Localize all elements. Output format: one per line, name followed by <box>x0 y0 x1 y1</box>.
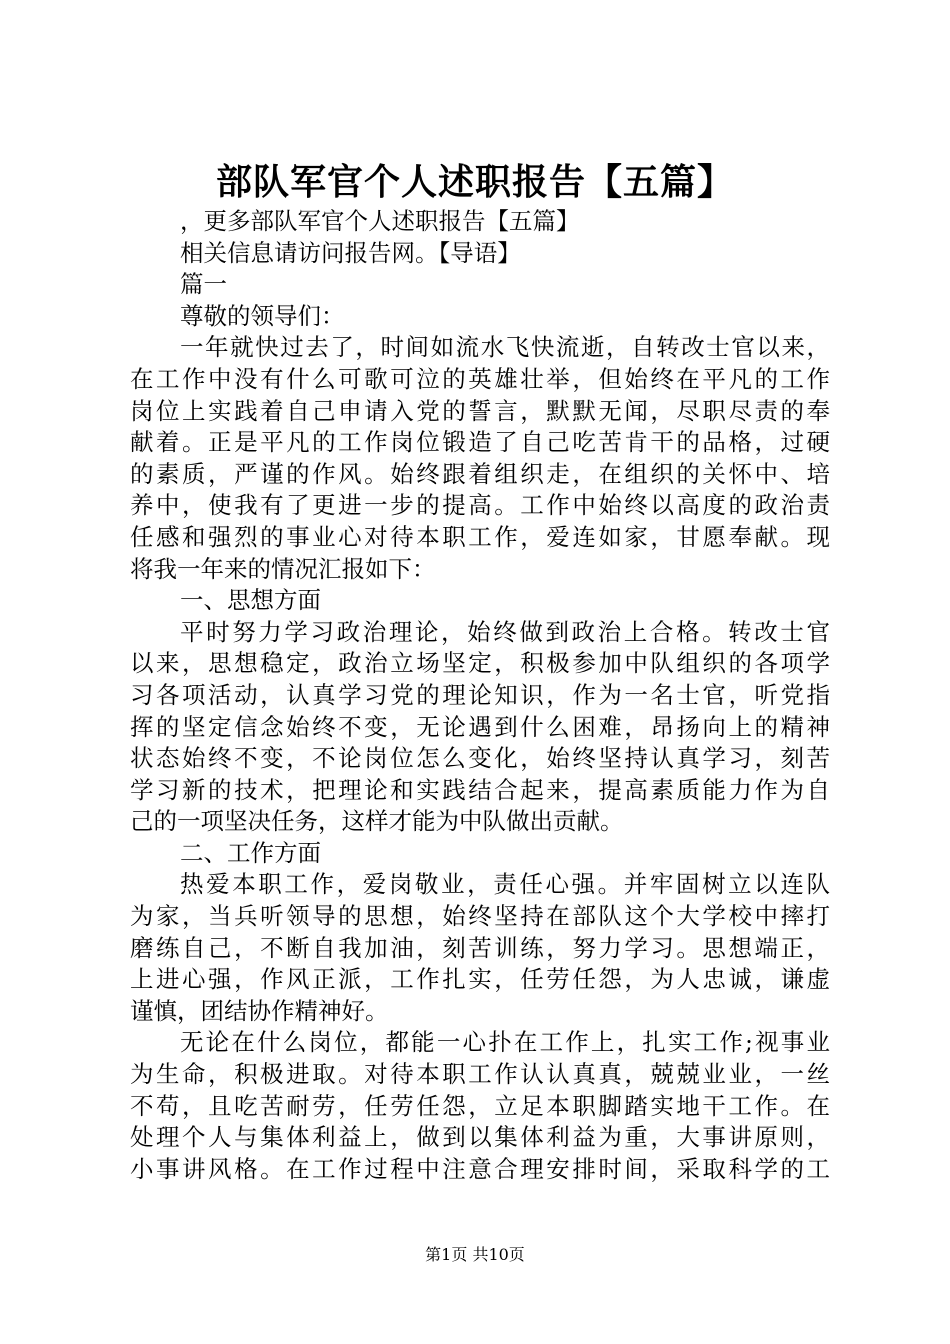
text-line: 相关信息请访问报告网。【导语】 <box>180 238 521 267</box>
text-line: 不苟，且吃苦耐劳，任劳任怨，立足本职脚踏实地干工作。在 <box>130 1091 830 1120</box>
text-line: 无论在什么岗位，都能一心扑在工作上，扎实工作;视事业 <box>180 1028 830 1057</box>
text-line: 热爱本职工作，爱岗敬业，责任心强。并牢固树立以连队 <box>180 870 830 899</box>
text-line: 岗位上实践着自己申请入党的誓言，默默无闻，尽职尽责的奉 <box>130 396 830 425</box>
text-line: ，更多部队军官个人述职报告【五篇】 <box>180 207 580 235</box>
text-line: 状态始终不变，不论岗位怎么变化，始终坚持认真学习，刻苦 <box>130 744 830 773</box>
text-line: 磨练自己，不断自我加油，刻苦训练，努力学习。思想端正， <box>130 933 830 962</box>
text-line: 养中，使我有了更进一步的提高。工作中始终以高度的政治责 <box>130 491 830 520</box>
text-line: 为生命，积极进取。对待本职工作认认真真，兢兢业业，一丝 <box>130 1060 830 1089</box>
text-line: 为家，当兵听领导的思想，始终坚持在部队这个大学校中摔打 <box>130 902 830 931</box>
salutation: 尊敬的领导们： <box>180 301 345 330</box>
document-title: 部队军官个人述职报告【五篇】 <box>215 161 734 203</box>
text-line: 的素质，严谨的作风。始终跟着组织走，在组织的关怀中、培 <box>130 459 830 488</box>
text-line: 挥的坚定信念始终不变，无论遇到什么困难，昂扬向上的精神 <box>130 712 830 741</box>
text-line: 上进心强，作风正派，工作扎实，任劳任怨，为人忠诚，谦虚 <box>130 965 830 994</box>
section-heading: 二、工作方面 <box>180 838 321 867</box>
text-line: 学习新的技术，把理论和实践结合起来，提高素质能力作为自 <box>130 775 830 804</box>
section-heading: 篇一 <box>180 270 227 299</box>
section-heading: 一、思想方面 <box>180 586 321 615</box>
text-line: 习各项活动，认真学习党的理论知识，作为一名士官，听党指 <box>130 680 830 709</box>
text-line: 将我一年来的情况汇报如下： <box>130 554 436 583</box>
page-number-footer: 第1页 共10页 <box>425 1245 525 1264</box>
text-line: 以来，思想稳定，政治立场坚定，积极参加中队组织的各项学 <box>130 649 830 678</box>
text-line: 一年就快过去了，时间如流水飞快流逝，自转改士官以来， <box>180 333 830 362</box>
document-body <box>130 206 830 1185</box>
text-line: 处理个人与集体利益上，做到以集体利益为重，大事讲原则， <box>130 1123 830 1152</box>
text-line: 平时努力学习政治理论，始终做到政治上合格。转改士官 <box>180 617 830 646</box>
text-line: 小事讲风格。在工作过程中注意合理安排时间，采取科学的工 <box>130 1154 830 1183</box>
text-line: 己的一项坚决任务，这样才能为中队做出贡献。 <box>130 807 624 836</box>
text-line: 在工作中没有什么可歌可泣的英雄壮举，但始终在平凡的工作 <box>130 364 830 393</box>
text-line: 献着。正是平凡的工作岗位锻造了自己吃苦肯干的品格，过硬 <box>130 428 830 457</box>
text-line: 任感和强烈的事业心对待本职工作，爱连如家，甘愿奉献。现 <box>130 522 830 551</box>
text-line: 谨慎，团结协作精神好。 <box>130 996 389 1025</box>
